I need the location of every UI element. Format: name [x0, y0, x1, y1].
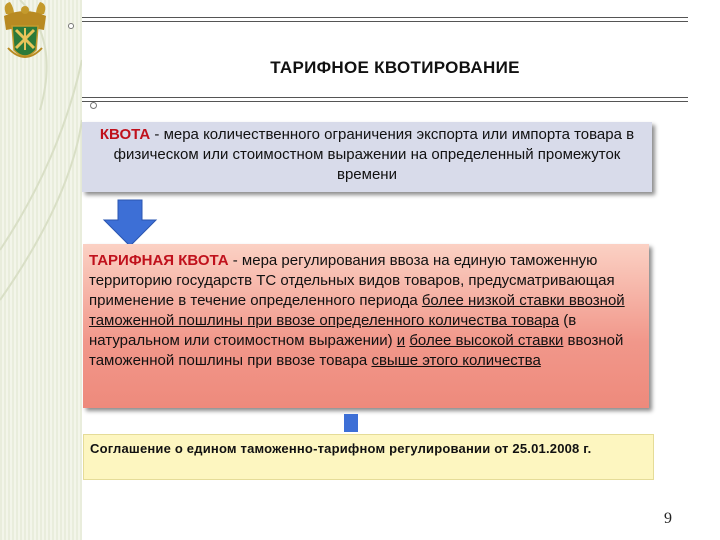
tariff-quota-underlined-1: более низкой ставки ввозной таможенной пошлины при ввозе определенного количества товара: [89, 292, 625, 329]
left-decorative-panel: [0, 0, 82, 540]
quota-definition-box: [82, 122, 652, 192]
tariff-quota-definition-box: [83, 244, 649, 408]
corner-dot: [68, 23, 74, 29]
top-rule-2: [82, 21, 688, 22]
small-arrow-icon: [342, 414, 360, 434]
title-rule-2: [82, 101, 688, 102]
tariff-quota-text-1: - мера регулирования ввоза на единую таможенную территорию государств ТС отдельных видов товаров, предусматривающая применение в течение определенного периода: [89, 252, 615, 309]
tariff-quota-underlined-and: и: [396, 332, 406, 349]
top-rule-1: [82, 17, 688, 18]
tariff-quota-underlined-3: свыше этого количества: [371, 352, 541, 369]
tariff-quota-text-4: ввозной таможенной пошлины при ввозе товара: [89, 332, 624, 369]
decorative-curves: [0, 0, 82, 540]
page-number: 9: [664, 510, 672, 527]
page-title: ТАРИФНОЕ КВОТИРОВАНИЕ: [270, 58, 520, 77]
quota-definition-text: - мера количественного ограничения экспорта или импорта товара в физическом или стоимостном выражении на определенный промежуток времени: [113, 126, 635, 183]
title-rule-1: [82, 97, 688, 98]
source-note-box: [83, 434, 654, 480]
tariff-quota-text-2: (в натуральном или стоимостном выражении): [89, 312, 577, 349]
source-note-text: Соглашение о едином таможенно-тарифном регулировании от 25.01.2008 г.: [90, 441, 592, 456]
rule-dot: [90, 102, 97, 109]
down-arrow-icon: [100, 198, 160, 248]
tariff-quota-underlined-2: более высокой ставки: [409, 332, 564, 349]
tariff-quota-term: ТАРИФНАЯ КВОТА: [89, 252, 229, 269]
customs-emblem-icon: [0, 0, 50, 66]
quota-term: КВОТА: [99, 126, 151, 143]
